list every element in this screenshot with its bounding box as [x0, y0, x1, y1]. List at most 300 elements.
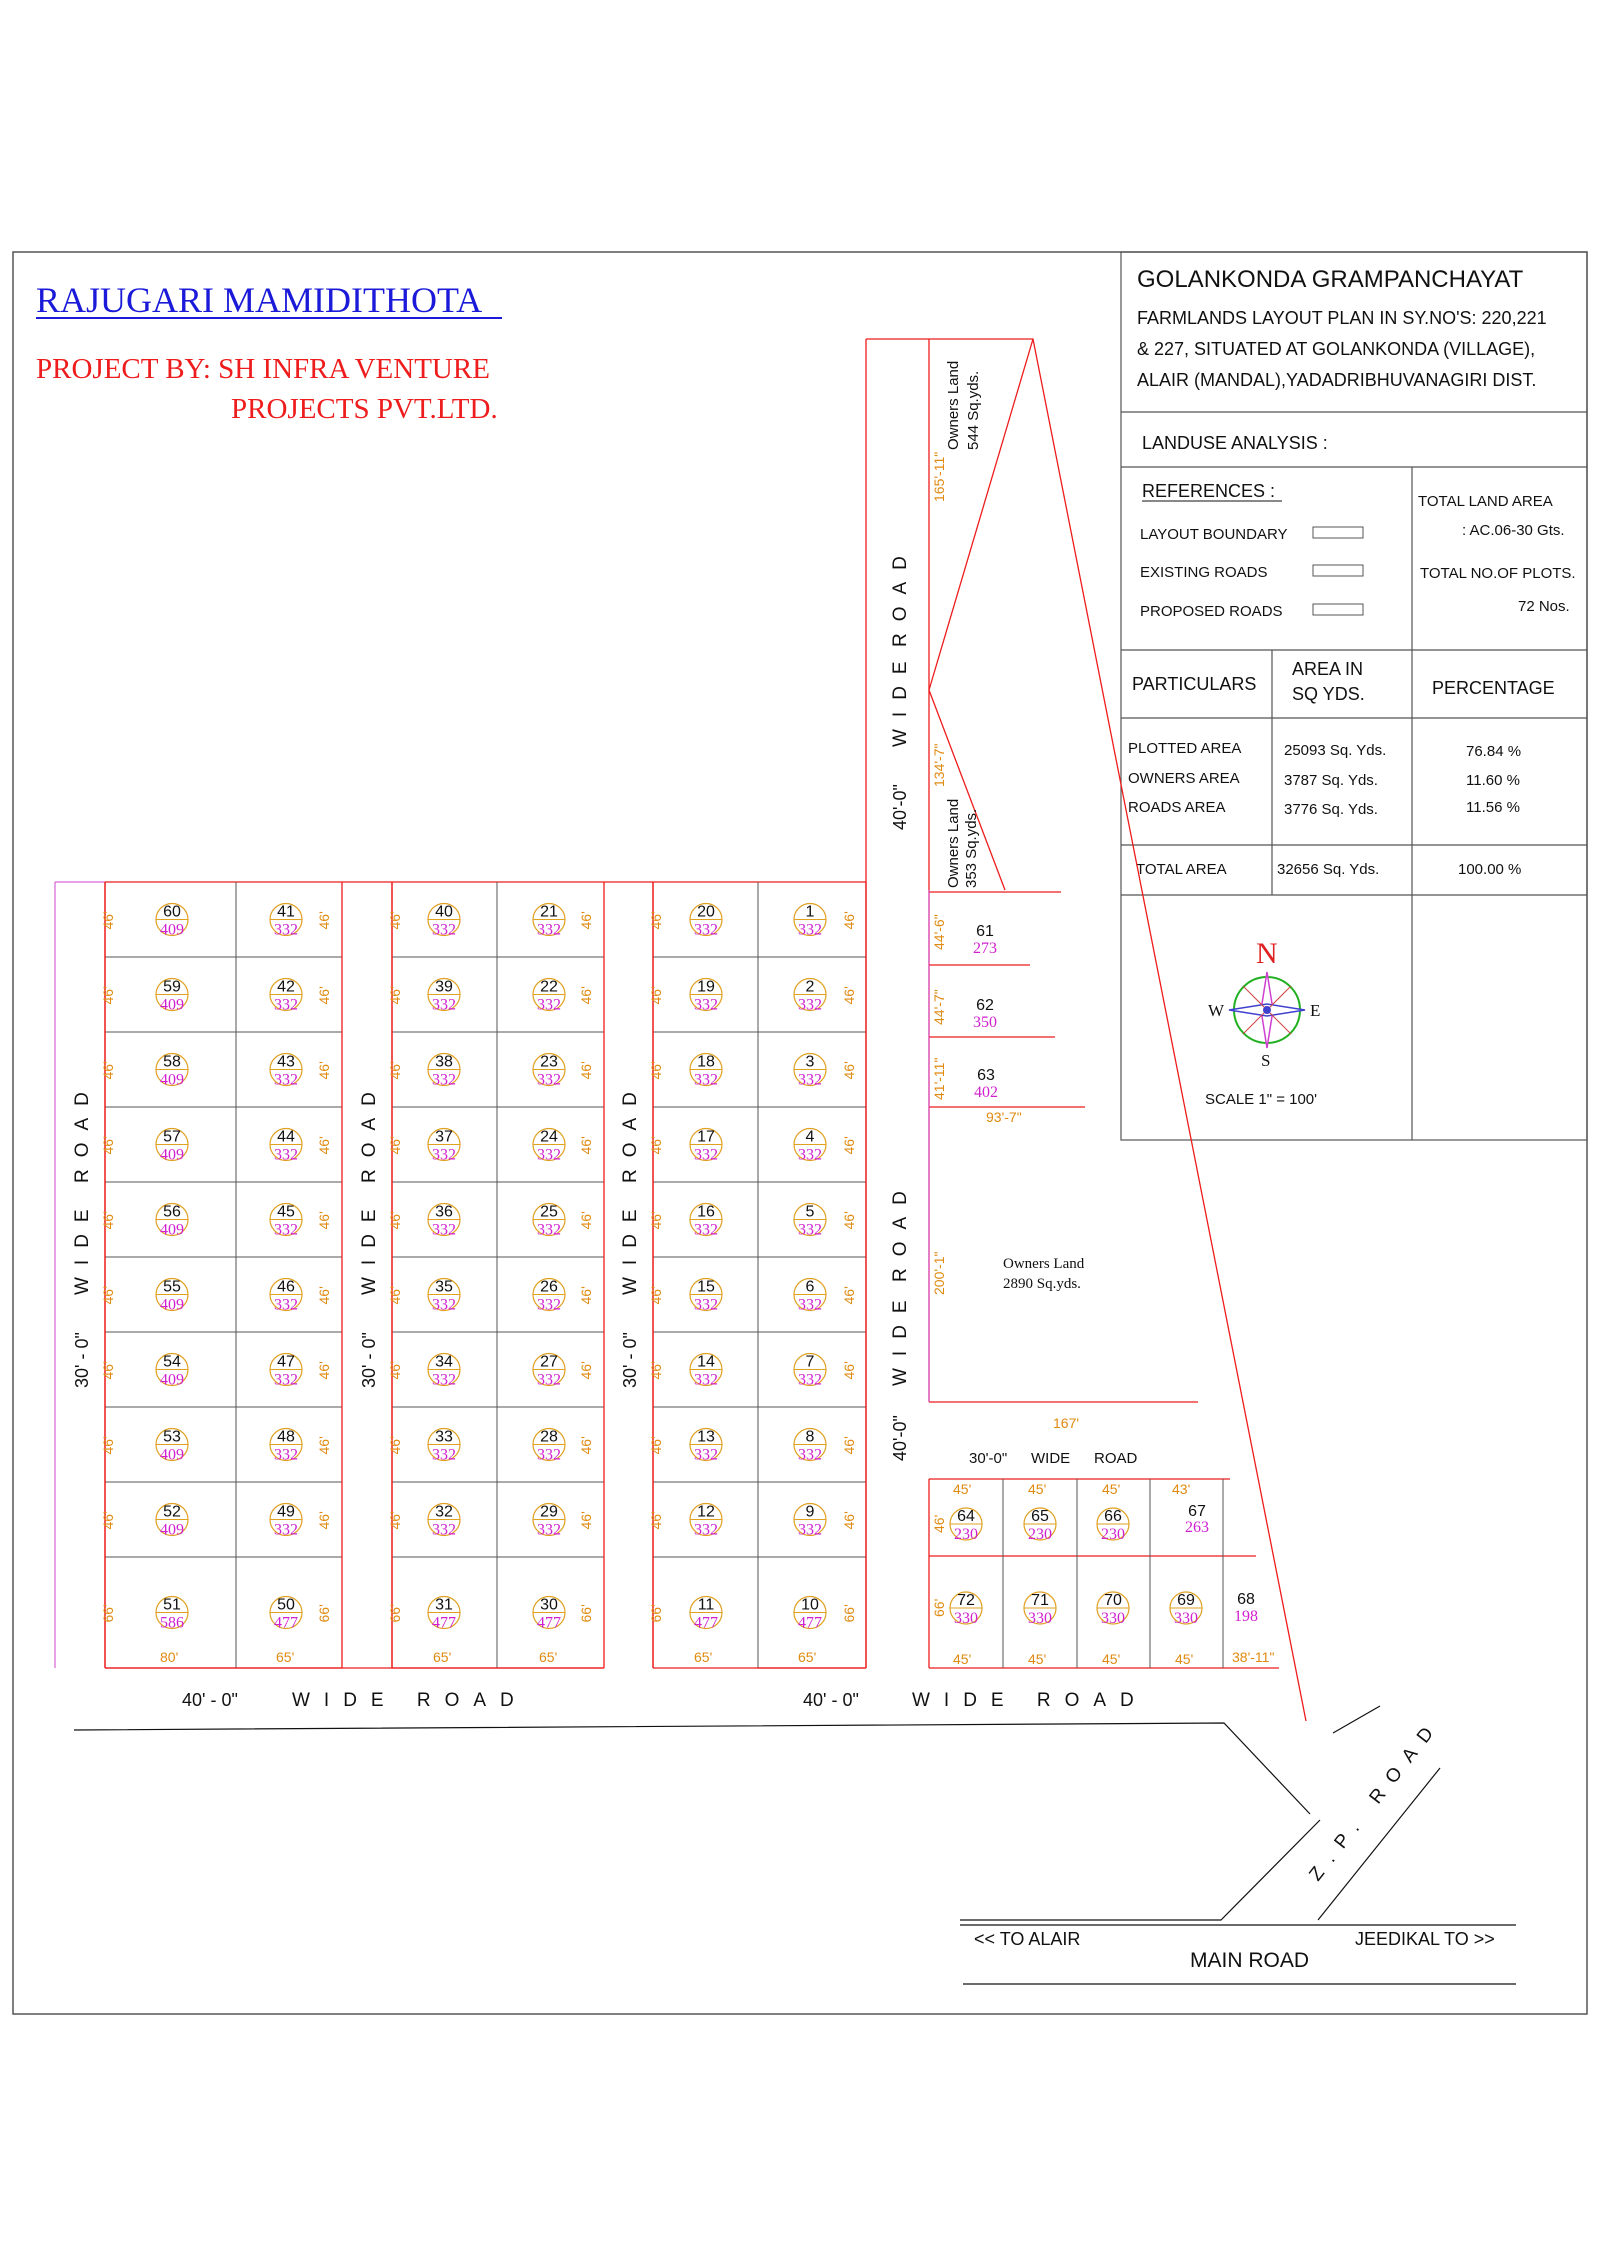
plot-side-dim: 66'	[100, 1604, 116, 1623]
plot-area: 350	[973, 1014, 997, 1031]
road-main-bot-road: ROAD	[890, 1179, 911, 1282]
row-roads-area: 3776 Sq. Yds.	[1284, 801, 1378, 818]
plot-area: 332	[694, 996, 718, 1014]
plot-area: 198	[1234, 1608, 1258, 1625]
owners-land-big-1: Owners Land	[1003, 1256, 1085, 1272]
plot-side-dim: 46'	[648, 986, 664, 1005]
plot-number: 57	[163, 1128, 181, 1146]
plot-area: 332	[274, 1071, 298, 1089]
dim-41-11: 41'-11"	[931, 1057, 947, 1100]
plot-number: 21	[540, 903, 558, 921]
road-v1-road: ROAD	[72, 1080, 93, 1183]
plot-area: 477	[798, 1614, 822, 1632]
plot-side-dim: 46'	[648, 911, 664, 930]
plot-area: 409	[160, 996, 184, 1014]
plot-number: 58	[163, 1053, 181, 1071]
plot-number: 4	[805, 1128, 815, 1146]
plot-number: 28	[540, 1428, 558, 1446]
plot-side-dim: 46'	[648, 1286, 664, 1305]
row-plotted-area: 25093 Sq. Yds.	[1284, 742, 1387, 759]
ref-proposed-roads: PROPOSED ROADS	[1140, 603, 1283, 620]
road-inner-road: ROAD	[1094, 1450, 1138, 1467]
east-plots	[973, 923, 998, 1101]
panel-desc-2: & 227, SITUATED AT GOLANKONDA (VILLAGE),	[1137, 339, 1536, 359]
road-v2-road: ROAD	[359, 1080, 380, 1183]
compass-w: W	[1208, 1001, 1225, 1020]
plot-number: 1	[805, 903, 815, 921]
plot-number: 18	[697, 1053, 715, 1071]
total-plots-label: TOTAL NO.OF PLOTS.	[1420, 565, 1576, 582]
plot-side-dim: 46'	[841, 986, 857, 1005]
plot-number: 23	[540, 1053, 558, 1071]
plot-number: 32	[435, 1503, 453, 1521]
scale-label: SCALE 1" = 100'	[1205, 1091, 1318, 1108]
plot-number: 62	[976, 997, 994, 1014]
plot-side-dim: 46'	[578, 911, 594, 930]
plot-side-dim: 46'	[648, 1061, 664, 1080]
plot-number: 68	[1237, 1591, 1255, 1608]
plot-area: 409	[160, 1071, 184, 1089]
plot-number: 43	[277, 1053, 295, 1071]
main-road-label: MAIN ROAD	[1190, 1949, 1310, 1972]
road-v3-road: ROAD	[620, 1080, 641, 1183]
plot-area: 332	[274, 1146, 298, 1164]
plot-number: 50	[277, 1596, 295, 1614]
plot-area: 332	[798, 1446, 822, 1464]
plot-side-dim: 66'	[387, 1604, 403, 1623]
se-side-dim: 66'	[931, 1598, 947, 1617]
plot-number: 71	[1031, 1592, 1049, 1609]
road-bottom-left-dim: 40' - 0"	[182, 1690, 238, 1710]
references-title: REFERENCES :	[1142, 481, 1276, 501]
plot-side-dim: 46'	[387, 1136, 403, 1155]
road-main-top-dim: 40'-0"	[890, 784, 910, 830]
plot-area: 332	[537, 1296, 561, 1314]
road-v1-wide: WIDE	[72, 1197, 93, 1295]
plot-area: 332	[432, 1446, 456, 1464]
plot-number: 60	[163, 903, 181, 921]
dim-200: 200'-1"	[931, 1251, 947, 1295]
plot-number: 40	[435, 903, 453, 921]
ref-existing-roads: EXISTING ROADS	[1140, 564, 1268, 581]
plot-area: 332	[694, 1371, 718, 1389]
plot-area: 332	[274, 921, 298, 939]
plot-area: 332	[432, 921, 456, 939]
plot-number: 53	[163, 1428, 181, 1446]
plot-side-dim: 46'	[316, 1286, 332, 1305]
plot-number: 45	[277, 1203, 295, 1221]
plot-side-dim: 46'	[578, 1136, 594, 1155]
plot-number: 9	[805, 1503, 815, 1521]
road-v3-wide: WIDE	[620, 1197, 641, 1295]
plot-number: 59	[163, 978, 181, 996]
plot-number: 63	[977, 1067, 995, 1084]
plot-area: 332	[694, 1296, 718, 1314]
plot-side-dim: 66'	[648, 1604, 664, 1623]
row-roads-name: ROADS AREA	[1128, 799, 1226, 816]
jeedikal-label: JEEDIKAL TO >>	[1355, 1929, 1495, 1949]
plot-area: 477	[694, 1614, 718, 1632]
ref-layout-boundary: LAYOUT BOUNDARY	[1140, 526, 1288, 543]
plot-number: 24	[540, 1128, 558, 1146]
plot-area: 332	[537, 996, 561, 1014]
plot-area: 332	[694, 1521, 718, 1539]
row-total-name: TOTAL AREA	[1136, 861, 1227, 878]
plot-area: 332	[537, 921, 561, 939]
plot-area: 332	[537, 1146, 561, 1164]
plot-side-dim: 46'	[578, 1211, 594, 1230]
se-dim: 45'	[1102, 1651, 1121, 1667]
row-plotted-pct: 76.84 %	[1466, 743, 1522, 760]
plot-side-dim: 46'	[387, 1361, 403, 1380]
row-owners-area: 3787 Sq. Yds.	[1284, 772, 1378, 789]
plot-side-dim: 46'	[648, 1436, 664, 1455]
road-main-bot-dim: 40'-0"	[890, 1415, 910, 1461]
ref-swatch-boundary	[1313, 527, 1363, 538]
plot-number: 47	[277, 1353, 295, 1371]
plot-side-dim: 46'	[316, 1061, 332, 1080]
landuse-title: LANDUSE ANALYSIS :	[1142, 433, 1328, 453]
road-main-bot-wide: WIDE	[890, 1288, 911, 1386]
row-total-pct: 100.00 %	[1458, 861, 1522, 878]
plot-area: 409	[160, 1296, 184, 1314]
plot-number: 44	[277, 1128, 295, 1146]
plot-number: 36	[435, 1203, 453, 1221]
plot-front-dim: 65'	[433, 1649, 452, 1665]
plot-area: 332	[274, 1521, 298, 1539]
plot-area: 330	[1101, 1610, 1125, 1627]
plot-side-dim: 46'	[387, 1061, 403, 1080]
owners-land-mid-1: Owners Land	[945, 798, 962, 888]
plot-number: 41	[277, 903, 295, 921]
dim-134: 134'-7"	[931, 743, 947, 787]
plot-area: 332	[798, 1296, 822, 1314]
plot-front-dim: 65'	[276, 1649, 295, 1665]
plot-number: 67	[1188, 1503, 1206, 1520]
zp-road-label: Z.P. ROAD	[1305, 1714, 1446, 1886]
road-v2-wide: WIDE	[359, 1197, 380, 1295]
plot-area: 332	[274, 1221, 298, 1239]
sheet-border	[13, 252, 1587, 2014]
plot-side-dim: 46'	[316, 911, 332, 930]
plot-area: 273	[973, 940, 997, 957]
plot-number: 5	[805, 1203, 815, 1221]
plot-side-dim: 46'	[100, 1511, 116, 1530]
total-plots-value: 72 Nos.	[1518, 598, 1570, 615]
se-dim: 45'	[1028, 1651, 1047, 1667]
plot-side-dim: 46'	[648, 1211, 664, 1230]
owners-land-top-1: Owners Land	[945, 360, 962, 450]
plot-area: 409	[160, 1371, 184, 1389]
plot-area: 332	[274, 996, 298, 1014]
owners-land-mid-2: 353 Sq.yds.	[963, 808, 980, 888]
plot-number: 65	[1031, 1508, 1049, 1525]
plot-number: 61	[976, 923, 994, 940]
plot-number: 30	[540, 1596, 558, 1614]
plot-side-dim: 46'	[578, 1286, 594, 1305]
road-inner-dim: 30'-0"	[969, 1450, 1008, 1467]
plot-side-dim: 46'	[316, 986, 332, 1005]
plot-area: 330	[954, 1610, 978, 1627]
plot-area: 332	[798, 921, 822, 939]
dim-167: 167'	[1053, 1415, 1080, 1431]
se-dim: 45'	[1102, 1481, 1121, 1497]
plot-side-dim: 46'	[100, 1361, 116, 1380]
plot-labels	[100, 904, 857, 1666]
plot-side-dim: 46'	[100, 986, 116, 1005]
plot-number: 34	[435, 1353, 453, 1371]
plot-area: 332	[537, 1221, 561, 1239]
owners-land-big-2: 2890 Sq.yds.	[1003, 1276, 1081, 1292]
plot-number: 27	[540, 1353, 558, 1371]
plot-side-dim: 46'	[387, 1286, 403, 1305]
plot-number: 14	[697, 1353, 715, 1371]
plot-area: 263	[1185, 1519, 1209, 1536]
se-side-dim: 46'	[931, 1514, 947, 1533]
plot-front-dim: 65'	[798, 1649, 817, 1665]
plot-area: 332	[537, 1071, 561, 1089]
dim-44-7: 44'-7"	[931, 989, 947, 1025]
plot-area: 332	[798, 1221, 822, 1239]
panel-title: GOLANKONDA GRAMPANCHAYAT	[1137, 266, 1524, 293]
plot-side-dim: 46'	[387, 1436, 403, 1455]
plot-side-dim: 46'	[100, 1061, 116, 1080]
plot-side-dim: 46'	[841, 1061, 857, 1080]
plot-side-dim: 46'	[841, 1436, 857, 1455]
plot-number: 31	[435, 1596, 453, 1614]
dim-38: 38'-11"	[1232, 1649, 1275, 1665]
plot-side-dim: 46'	[841, 1136, 857, 1155]
row-total-area: 32656 Sq. Yds.	[1277, 861, 1380, 878]
plot-number: 22	[540, 978, 558, 996]
plot-area: 409	[160, 1221, 184, 1239]
plot-area: 409	[160, 1446, 184, 1464]
panel-desc-3: ALAIR (MANDAL),YADADRIBHUVANAGIRI DIST.	[1137, 370, 1537, 390]
plot-side-dim: 46'	[100, 1211, 116, 1230]
plot-side-dim: 46'	[387, 1511, 403, 1530]
plot-area: 230	[1101, 1526, 1125, 1543]
plot-side-dim: 46'	[578, 1511, 594, 1530]
plot-side-dim: 46'	[841, 911, 857, 930]
road-main-top-wide: WIDE	[890, 649, 911, 747]
road-lines	[74, 1706, 1516, 1984]
plot-side-dim: 46'	[841, 1511, 857, 1530]
road-bottom-right-dim: 40' - 0"	[803, 1690, 859, 1710]
row-owners-pct: 11.60 %	[1466, 772, 1520, 789]
plot-number: 69	[1177, 1592, 1195, 1609]
plot-area: 332	[694, 1071, 718, 1089]
plot-number: 52	[163, 1503, 181, 1521]
dim-165: 165'-11"	[931, 451, 947, 502]
plot-number: 66	[1104, 1508, 1122, 1525]
plot-number: 15	[697, 1278, 715, 1296]
plot-area: 477	[537, 1614, 561, 1632]
plot-area: 409	[160, 1521, 184, 1539]
plot-area: 332	[274, 1446, 298, 1464]
col-area-1: AREA IN	[1292, 659, 1364, 679]
plot-number: 25	[540, 1203, 558, 1221]
plot-area: 332	[694, 1446, 718, 1464]
plot-area: 332	[432, 1371, 456, 1389]
se-dim: 45'	[953, 1481, 972, 1497]
plot-area: 477	[274, 1614, 298, 1632]
plot-area: 332	[432, 996, 456, 1014]
project-by-line2: PROJECTS PVT.LTD.	[231, 393, 498, 425]
plot-area: 332	[274, 1296, 298, 1314]
se-dim: 45'	[1028, 1481, 1047, 1497]
plot-area: 330	[1174, 1610, 1198, 1627]
plot-side-dim: 46'	[841, 1361, 857, 1380]
ref-swatch-existing	[1313, 565, 1363, 576]
plot-number: 8	[805, 1428, 815, 1446]
total-land-value: : AC.06-30 Gts.	[1462, 522, 1565, 539]
plot-number: 64	[957, 1508, 975, 1525]
plot-front-dim: 65'	[694, 1649, 713, 1665]
se-dim: 43'	[1172, 1481, 1191, 1497]
plot-side-dim: 46'	[100, 1136, 116, 1155]
dim-44-6: 44'-6"	[931, 914, 947, 950]
plot-grid	[105, 882, 866, 1668]
plot-side-dim: 46'	[578, 986, 594, 1005]
plot-side-dim: 46'	[100, 1436, 116, 1455]
plot-number: 6	[805, 1278, 815, 1296]
plot-number: 46	[277, 1278, 295, 1296]
plot-number: 42	[277, 978, 295, 996]
plot-number: 2	[805, 978, 815, 996]
row-owners-name: OWNERS AREA	[1128, 770, 1240, 787]
compass-n: N	[1256, 937, 1278, 970]
plot-area: 409	[160, 921, 184, 939]
plot-number: 37	[435, 1128, 453, 1146]
plot-number: 38	[435, 1053, 453, 1071]
row-roads-pct: 11.56 %	[1466, 799, 1520, 816]
plot-area: 332	[537, 1371, 561, 1389]
plot-number: 7	[805, 1353, 815, 1371]
road-v3-dim: 30' - 0"	[620, 1332, 640, 1388]
plot-number: 49	[277, 1503, 295, 1521]
plot-number: 19	[697, 978, 715, 996]
road-v1-dim: 30' - 0"	[72, 1332, 92, 1388]
plot-side-dim: 46'	[316, 1136, 332, 1155]
plot-number: 54	[163, 1353, 181, 1371]
road-bottom-right-label: WIDE ROAD	[912, 1690, 1148, 1711]
plot-area: 332	[798, 1071, 822, 1089]
row-plotted-name: PLOTTED AREA	[1128, 740, 1242, 757]
col-percentage: PERCENTAGE	[1432, 678, 1555, 698]
plot-area: 402	[974, 1084, 998, 1101]
plot-side-dim: 46'	[316, 1511, 332, 1530]
plot-area: 330	[1028, 1610, 1052, 1627]
col-particulars: PARTICULARS	[1132, 674, 1257, 694]
plot-area: 332	[798, 1371, 822, 1389]
plot-area: 586	[160, 1614, 184, 1632]
plot-area: 332	[274, 1371, 298, 1389]
plot-number: 11	[697, 1596, 715, 1614]
plot-side-dim: 46'	[316, 1211, 332, 1230]
plot-number: 48	[277, 1428, 295, 1446]
project-by-line1: PROJECT BY: SH INFRA VENTURE	[36, 353, 490, 385]
plot-number: 51	[163, 1596, 181, 1614]
plot-area: 332	[694, 1221, 718, 1239]
plot-side-dim: 46'	[578, 1436, 594, 1455]
owners-land-top-2: 544 Sq.yds.	[965, 370, 982, 450]
plot-side-dim: 46'	[648, 1136, 664, 1155]
compass-e: E	[1310, 1001, 1321, 1020]
road-bottom-left-label: WIDE ROAD	[292, 1690, 528, 1711]
plot-area: 477	[432, 1614, 456, 1632]
plot-area: 332	[694, 921, 718, 939]
plot-area: 332	[432, 1221, 456, 1239]
road-inner-wide: WIDE	[1031, 1450, 1071, 1467]
plot-front-dim: 80'	[160, 1649, 179, 1665]
plot-side-dim: 66'	[841, 1604, 857, 1623]
plot-area: 409	[160, 1146, 184, 1164]
plot-number: 20	[697, 903, 715, 921]
plot-area: 332	[798, 1521, 822, 1539]
plot-area: 230	[954, 1526, 978, 1543]
compass-s: S	[1261, 1051, 1271, 1070]
se-plots	[931, 1479, 1258, 1668]
plot-side-dim: 46'	[387, 911, 403, 930]
plot-area: 332	[798, 996, 822, 1014]
plot-area: 332	[537, 1521, 561, 1539]
plot-number: 13	[697, 1428, 715, 1446]
plot-side-dim: 46'	[316, 1436, 332, 1455]
plot-side-dim: 46'	[578, 1361, 594, 1380]
plot-number: 72	[957, 1592, 975, 1609]
plot-number: 26	[540, 1278, 558, 1296]
plot-area: 332	[694, 1146, 718, 1164]
plot-area: 332	[432, 1146, 456, 1164]
plot-number: 10	[801, 1596, 819, 1614]
dim-93: 93'-7"	[986, 1109, 1022, 1125]
plot-number: 3	[805, 1053, 815, 1071]
plot-area: 332	[432, 1296, 456, 1314]
plot-side-dim: 46'	[316, 1361, 332, 1380]
plot-number: 17	[697, 1128, 715, 1146]
project-name: RAJUGARI MAMIDITHOTA	[36, 280, 483, 320]
plot-area: 332	[432, 1521, 456, 1539]
plot-side-dim: 46'	[648, 1361, 664, 1380]
panel-desc-1: FARMLANDS LAYOUT PLAN IN SY.NO'S: 220,221	[1137, 308, 1547, 328]
plot-side-dim: 66'	[578, 1604, 594, 1623]
plot-area: 230	[1028, 1526, 1052, 1543]
to-alair-label: << TO ALAIR	[974, 1929, 1081, 1949]
plot-side-dim: 46'	[387, 1211, 403, 1230]
plot-side-dim: 46'	[100, 1286, 116, 1305]
se-dim: 45'	[953, 1651, 972, 1667]
plot-side-dim: 46'	[841, 1286, 857, 1305]
ref-swatch-proposed	[1313, 604, 1363, 615]
col-area-2: SQ YDS.	[1292, 684, 1365, 704]
road-v2-dim: 30' - 0"	[359, 1332, 379, 1388]
plot-number: 56	[163, 1203, 181, 1221]
plot-front-dim: 65'	[539, 1649, 558, 1665]
plot-side-dim: 66'	[316, 1604, 332, 1623]
plot-side-dim: 46'	[841, 1211, 857, 1230]
road-main-top-road: ROAD	[890, 544, 911, 647]
plot-side-dim: 46'	[648, 1511, 664, 1530]
plot-number: 29	[540, 1503, 558, 1521]
plot-number: 12	[697, 1503, 715, 1521]
se-dim: 45'	[1175, 1651, 1194, 1667]
plot-number: 35	[435, 1278, 453, 1296]
plot-area: 332	[798, 1146, 822, 1164]
plot-number: 16	[697, 1203, 715, 1221]
plot-number: 55	[163, 1278, 181, 1296]
plot-number: 39	[435, 978, 453, 996]
plot-side-dim: 46'	[100, 911, 116, 930]
